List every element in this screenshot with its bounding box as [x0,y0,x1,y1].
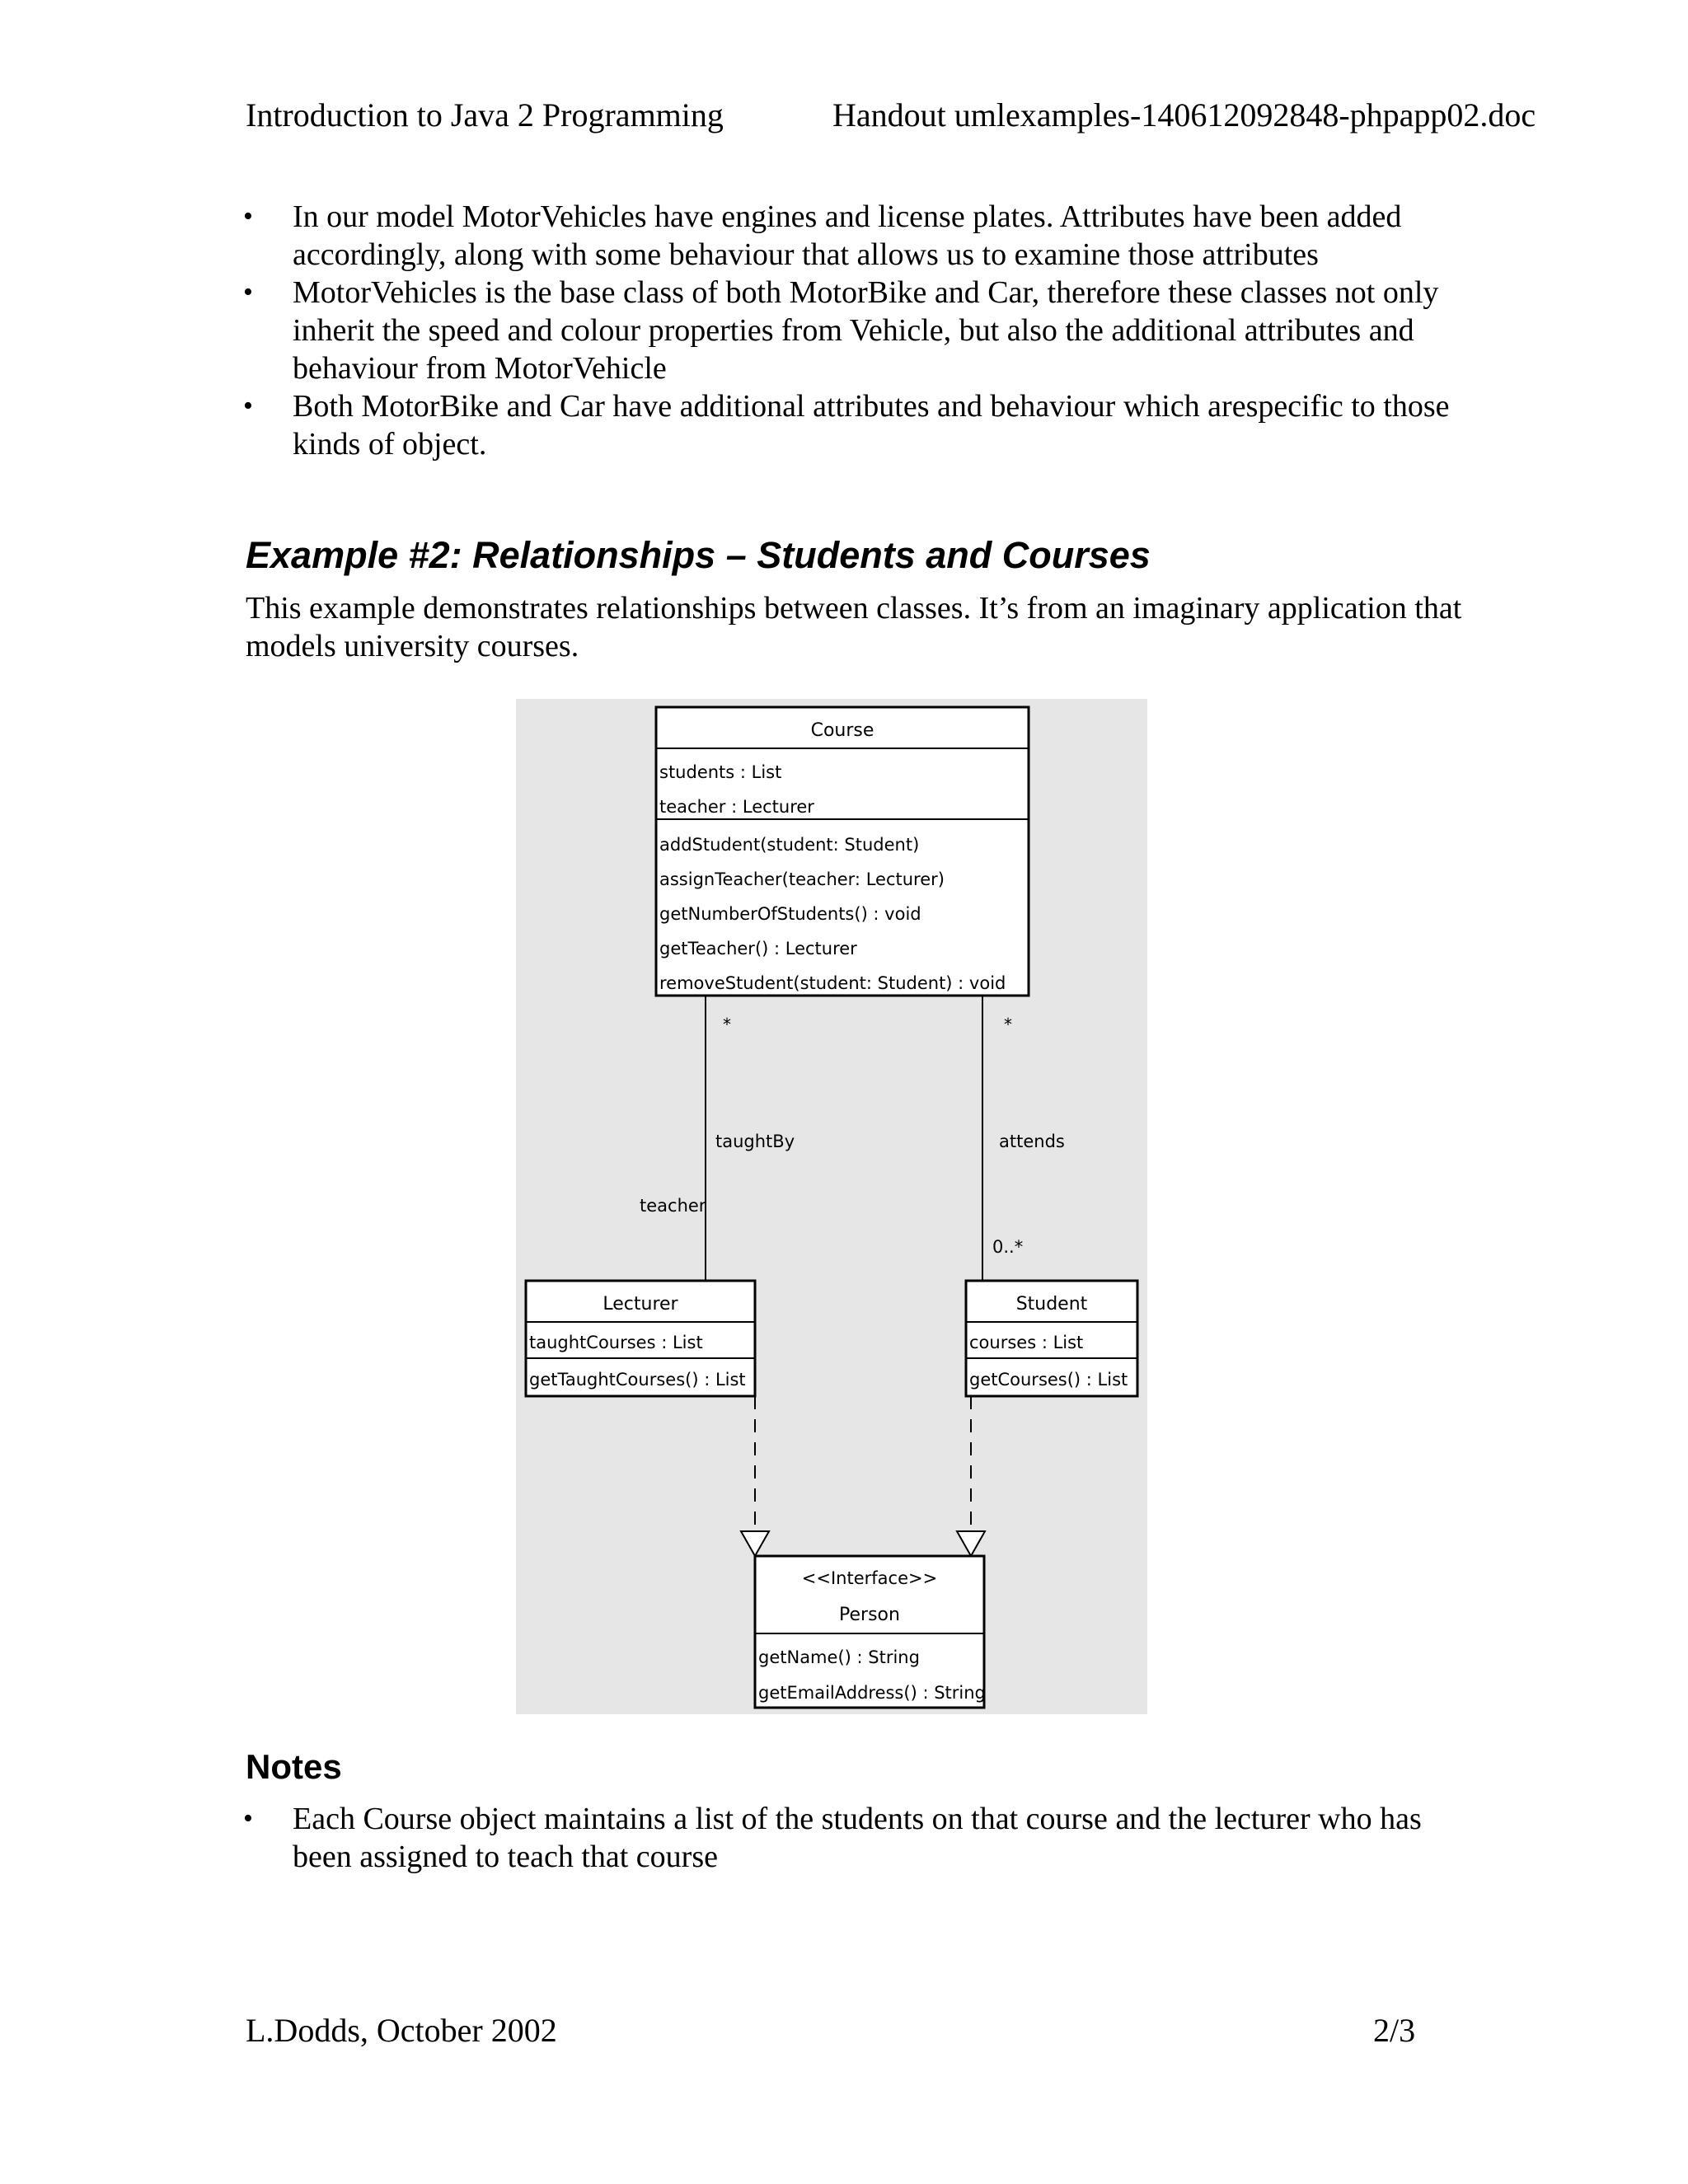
taughtby-course-multiplicity: * [723,1015,731,1034]
footer-left: L.Dodds, October 2002 [246,2012,557,2049]
person-interface-name: Person [839,1605,900,1625]
uml-class-diagram [516,699,1147,1714]
course-method: getTeacher() : Lecturer [659,939,857,958]
list-item: • Each Course object maintains a list of the students on that course and the lecturer who has been assigned to teach that course [243,1802,1422,1874]
lecturer-method: getTaughtCourses() : List [529,1370,746,1390]
bullet-icon: • [243,277,253,307]
person-interface-box [755,1556,986,1708]
lecturer-attribute: taughtCourses : List [529,1333,703,1352]
taughtby-association-name: taughtBy [715,1132,795,1151]
footer-page-number: 2/3 [1373,2012,1416,2049]
student-attribute: courses : List [969,1333,1084,1352]
notes-bullet-list [243,1800,1463,1876]
notes-heading: Notes [246,1747,342,1786]
bullet-icon: • [243,391,253,421]
header-right: Handout umlexamples-140612092848-phpapp02.doc [832,96,1536,134]
intro-bullet-list [243,198,1463,463]
course-class-name: Course [810,720,874,741]
course-method: removeStudent(student: Student) : void [659,973,1006,993]
attends-association-name: attends [999,1132,1065,1151]
list-item: • MotorVehicles is the base class of both MotorBike and Car, therefore these classes not only inherit the speed and colour properties from Vehicle, but also the additional attributes and behaviour from MotorVehicle [243,275,1439,386]
header-left: Introduction to Java 2 Programming [246,96,724,134]
student-class-name: Student [1015,1294,1088,1315]
student-method: getCourses() : List [969,1370,1128,1390]
lecturer-class-name: Lecturer [603,1294,678,1315]
list-item: • Both MotorBike and Car have additional attributes and behaviour which arespecific to those kinds of object. [243,389,1450,462]
course-method: assignTeacher(teacher: Lecturer) [659,869,945,889]
student-class-box [966,1281,1137,1396]
list-item: • In our model MotorVehicles have engines and license plates. Attributes have been added accordingly, along with some behaviour that allows us to examine those attributes [243,199,1402,272]
lecturer-class-box [526,1281,755,1396]
course-method: addStudent(student: Student) [659,835,920,855]
person-method: getName() : String [758,1647,920,1667]
bullet-icon: • [243,1803,253,1834]
section-description: This example demonstrates relationships between classes. It’s from an imaginary application that models university courses. [246,591,1462,663]
bullet-icon: • [243,201,253,232]
course-attribute: students : List [659,762,782,782]
section-heading: Example #2: Relationships – Students and Courses [246,534,1151,576]
course-class-box [656,707,1029,996]
attends-student-multiplicity: 0..* [992,1237,1024,1257]
attends-course-multiplicity: * [1004,1015,1012,1034]
person-method: getEmailAddress() : String [758,1683,986,1703]
lecturer-role-label: teacher [640,1196,706,1216]
course-attribute: teacher : Lecturer [659,797,814,817]
person-stereotype: <<Interface>> [801,1568,938,1588]
course-method: getNumberOfStudents() : void [659,904,921,924]
